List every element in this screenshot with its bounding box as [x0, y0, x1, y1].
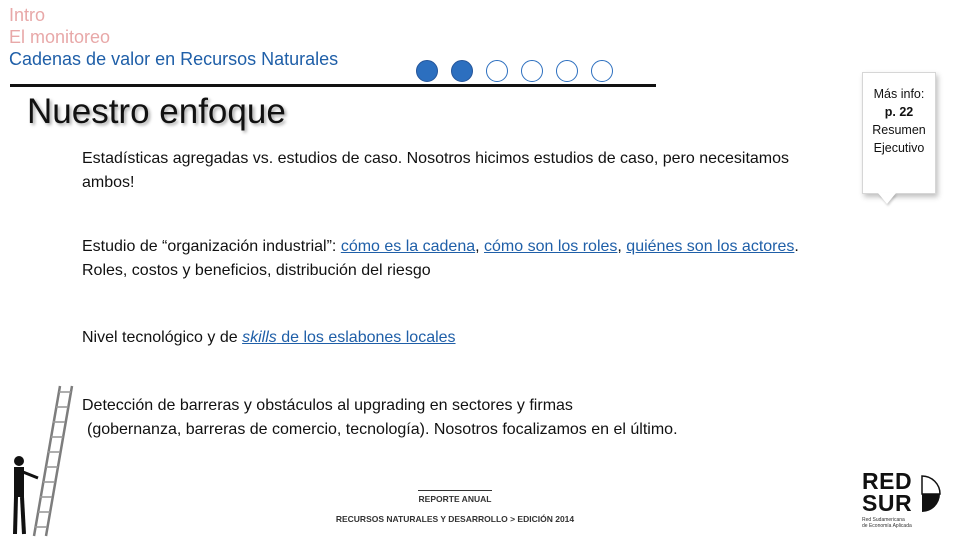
logo-sub-line2: de Economía Aplicada [862, 523, 912, 529]
p2-prefix: Estudio de “organización industrial”: [82, 238, 341, 255]
logo-emblem-icon [920, 474, 944, 514]
footer-report [330, 490, 580, 524]
logo-sur-text: SUR [862, 490, 913, 516]
logo-subtitle [862, 517, 922, 529]
callout-page: p. 22 [884, 105, 914, 119]
link-skills-word: skills [242, 329, 277, 346]
link-skills-eslabones-locales[interactable] [242, 329, 455, 346]
header-divider [10, 84, 656, 87]
link-como-es-la-cadena[interactable]: cómo es la cadena [340, 238, 476, 255]
p2-separator-1: , [475, 238, 485, 255]
p3-prefix: Nivel tecnológico y de [82, 329, 243, 346]
footer-rule [418, 490, 492, 491]
progress-dot-6[interactable] [591, 60, 613, 82]
p4-line2: (gobernanza, barreras de comercio, tecnología). Nosotros focalizamos en el último. [87, 421, 678, 438]
redsur-logo [860, 468, 950, 530]
progress-dots [416, 60, 613, 82]
footer-report-title: REPORTE ANUAL [418, 494, 492, 504]
paragraph-barriers [82, 394, 842, 442]
link-skills-rest: de los eslabones locales [276, 329, 456, 346]
link-como-son-los-roles[interactable]: cómo son los roles [484, 238, 618, 255]
paragraph-case-studies: Estadísticas agregadas vs. estudios de caso. Nosotros hicimos estudios de caso, pero necesitamos ambos! [82, 150, 790, 191]
progress-dot-1[interactable] [416, 60, 438, 82]
paragraph-industrial-organization [82, 235, 842, 283]
callout-doc-line1: Resumen [872, 123, 926, 137]
ladder-climber-illustration [8, 382, 78, 538]
p2-suffix: . Roles, costos y beneficios, distribución del riesgo [82, 238, 799, 279]
callout-label: Más info: [873, 87, 925, 101]
logo-red-text: RED [862, 468, 913, 494]
page-title: Nuestro enfoque [27, 92, 286, 131]
progress-dot-5[interactable] [556, 60, 578, 82]
progress-dot-4[interactable] [521, 60, 543, 82]
nav-item-cadenas[interactable]: Cadenas de valor en Recursos Naturales [9, 49, 339, 69]
paragraph-tech-level [82, 326, 822, 350]
section-nav [9, 4, 338, 70]
progress-dot-3[interactable] [486, 60, 508, 82]
p2-separator-2: , [617, 238, 627, 255]
link-quienes-son-los-actores[interactable]: quiénes son los actores [626, 238, 795, 255]
p4-line1: Detección de barreras y obstáculos al upgrading en sectores y firmas [82, 397, 573, 414]
logo-sub-line1: Red Sudamericana [862, 517, 905, 523]
progress-dot-2[interactable] [451, 60, 473, 82]
nav-item-monitoreo[interactable]: El monitoreo [9, 27, 111, 47]
footer-edition: RECURSOS NATURALES Y DESARROLLO > EDICIÓN 2014 [335, 514, 575, 524]
callout-pointer [878, 193, 896, 204]
nav-item-intro[interactable]: Intro [9, 5, 46, 25]
callout-doc-line2: Ejecutivo [873, 141, 925, 155]
more-info-callout [862, 72, 936, 194]
